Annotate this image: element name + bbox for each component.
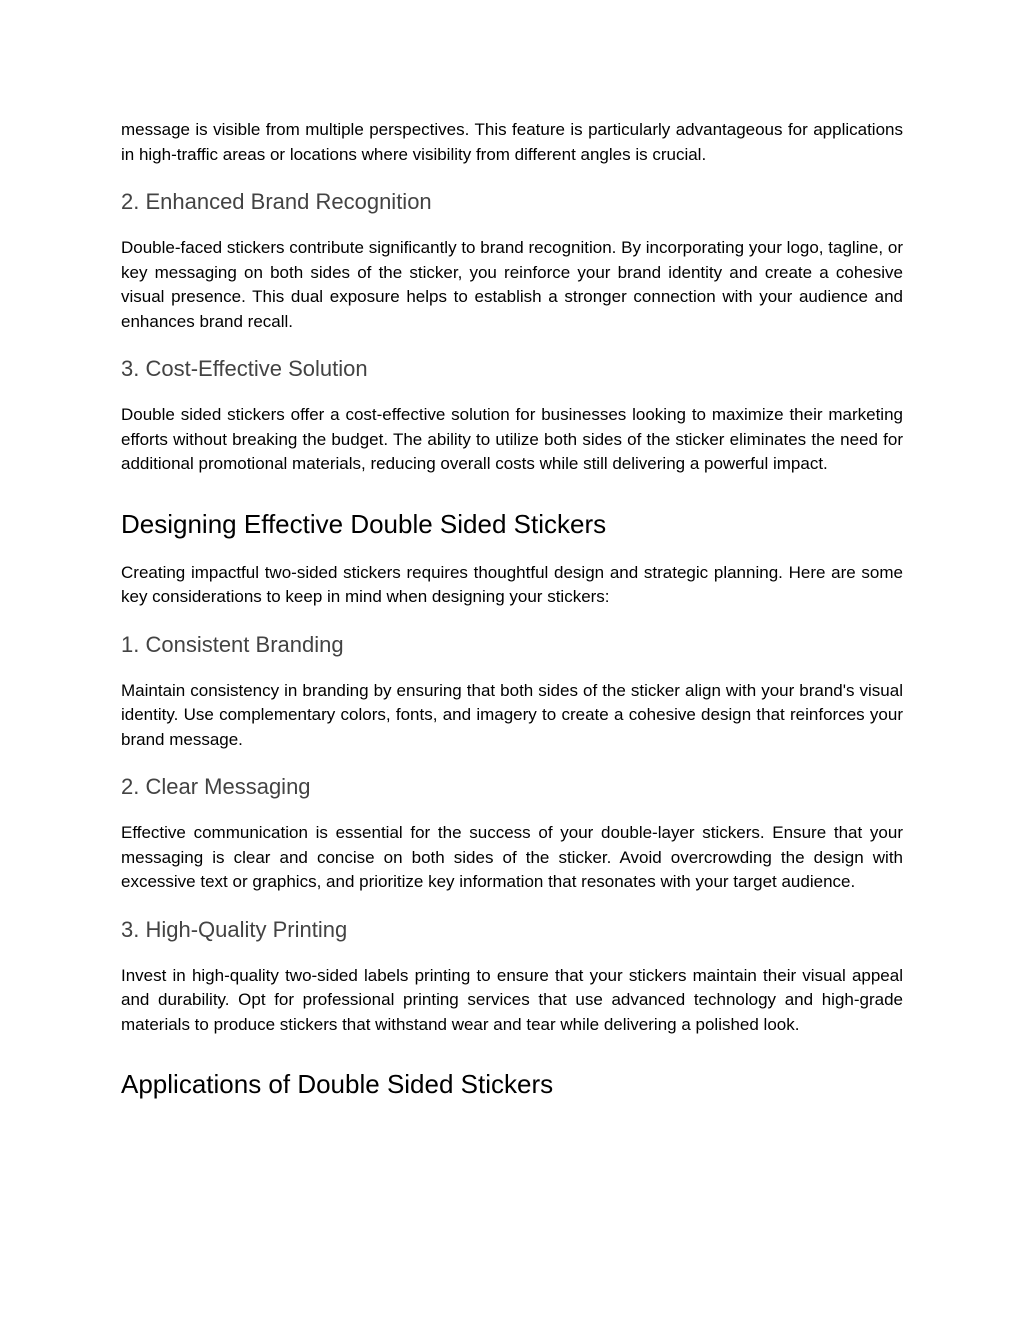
heading-applications: Applications of Double Sided Stickers <box>121 1069 554 1099</box>
paragraph-consistent-branding: Maintain consistency in branding by ensuring that both sides of the sticker align with your brand's visual identity. Use complementary colors, fonts, and imagery to create a cohesive design that reinforces your brand message. <box>121 680 903 749</box>
paragraph-cost-effective: Double sided stickers offer a cost-effective solution for businesses looking to maximize their marketing efforts without breaking the budget. The ability to utilize both sides of the sticker eliminates the need for additional promotional materials, reducing overall costs while still delivering a powerful impact. <box>121 405 903 473</box>
paragraph-brand-recognition: Double-faced stickers contribute significantly to brand recognition. By incorporating your logo, tagline, or key messaging on both sides of the sticker, you reinforce your brand identity and create a cohesive visual presence. This dual exposure helps to establish a stronger connection with your audience and enhances brand recall. <box>121 238 903 331</box>
heading-enhanced-brand-recognition: 2. Enhanced Brand Recognition <box>121 189 432 214</box>
paragraph-high-quality-printing: Invest in high-quality two-sided labels printing to ensure that your stickers maintain their visual appeal and durability. Opt for professional printing services that use advanced technology and high-grade materials to produce stickers that withstand wear and tear while delivering a polished look. <box>121 965 903 1034</box>
paragraph-clear-messaging: Effective communication is essential for the success of your double-layer stickers. Ensure that your messaging is clear and concise on both sides of the sticker. Avoid overcrowding the design with excessive text or graphics, and prioritize key information that resonates with your target audience. <box>121 823 903 891</box>
paragraph-visibility: message is visible from multiple perspectives. This feature is particularly advantageous for applications in high-traffic areas or locations where visibility from different angles is crucial. <box>121 120 903 164</box>
document-page <box>121 118 903 1101</box>
heading-clear-messaging: 2. Clear Messaging <box>121 774 311 799</box>
heading-designing-effective: Designing Effective Double Sided Stickers <box>121 508 607 539</box>
heading-cost-effective-solution: 3. Cost-Effective Solution <box>121 356 368 381</box>
heading-consistent-branding: 1. Consistent Branding <box>121 631 344 657</box>
paragraph-designing-intro: Creating impactful two-sided stickers requires thoughtful design and strategic planning. Here are some key considerations to keep in mind when designing your stickers: <box>121 562 903 606</box>
heading-high-quality-printing: 3. High-Quality Printing <box>121 916 348 942</box>
